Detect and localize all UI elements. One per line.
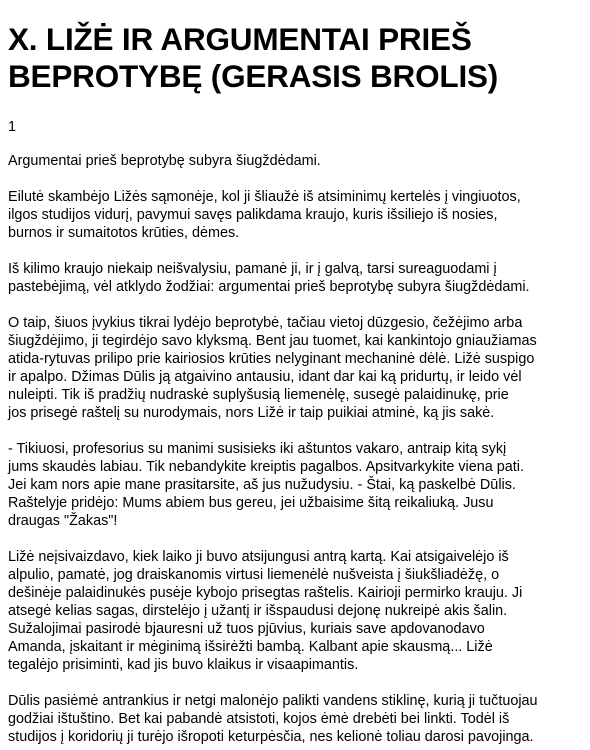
paragraph: O taip, šiuos įvykius tikrai lydėjo beprotybė, tačiau vietoj dūzgesio, čežėjimo arba šiugždėjimo, ji tegirdėjo savo klyksmą. Bent jau tuomet, kai kankintojo gniaužiamas atida-rytuvas prilipo prie kairiosios krūties nelyginant mechaninė dėlė. Ližė suspigo ir apalpo. Džimas Dūlis ją atgaivino antausiu, idant dar kai ką pridurtų, ir leido vėl nuleipti. Tik iš pradžių nudraskė suplyšusią liemenėlę, susegė palaidinukę, prie jos prisegė raštelį su nurodymais, nors Ližė ir taip puikiai atminė, ką jis sakė. [8, 315, 537, 421]
paragraph: Iš kilimo kraujo niekaip neišvalysiu, pamanė ji, ir į galvą, tarsi sureaguodami į pastebėjimą, vėl atklydo žodžiai: argumentai prieš beprotybę subyra šiugždėdami. [8, 261, 530, 295]
paragraph: Argumentai prieš beprotybę subyra šiugždėdami. [8, 153, 321, 169]
section-number: 1 [8, 119, 17, 135]
paragraph: Eilutė skambėjo Ližės sąmonėje, kol ji šliaužė iš atsiminimų kertelės į vingiuotos, ilgos studijos vidurį, pavymui savęs palikdama kraujo, kuris išsiliejo iš nosies, burnos ir sumaitotos krūties, dėmes. [8, 189, 521, 241]
document-page [8, 0, 582, 746]
paragraph: Dūlis pasiėmė antrankius ir netgi malonėjo palikti vandens stiklinę, kurią ji tučtuojau godžiai ištuštino. Bet kai pabandė atsistoti, kojos ėmė drebėti bei linkti. Todėl iš studijos į koridorių ji turėjo išropoti keturpėsčia, nes kelionė toliau darosi pavojinga. [8, 693, 538, 745]
chapter-title: X. LIŽĖ IR ARGUMENTAI PRIEŠ BEPROTYBĘ (GERASIS BROLIS) [8, 21, 499, 94]
paragraph: Ližė neįsivaizdavo, kiek laiko ji buvo atsijungusi antrą kartą. Kai atsigaivelėjo iš alpulio, pamatė, jog draiskanomis virtusi liemenėlė nušveista į šiukšliadėžę, o dešinėje palaidinukės pusėje kybojo prisegtas raštelis. Kairioji permirko krauju. Ji atsegė kelias sagas, dirstelėjo į užantį ir išspaudusi dejonę nukreipė akis šalin. Sužalojimai pasirodė bjauresni už tuos pjūvius, kuriais save apdovanodavo Amanda, įskaitant ir mėginimą išsirėžti bambą. Kalbant apie skausmą... Ližė tegalėjo prisiminti, kad jis buvo klaikus ir visaapimantis. [8, 549, 523, 673]
paragraph: - Tikiuosi, profesorius su manimi susisieks iki aštuntos vakaro, antraip kitą sykį jums skaudės labiau. Tik nebandykite kreiptis pagalbos. Apsitvarkykite viena pati. Jei kam nors apie mane prasitarsite, aš jus nužudysiu. - Štai, ką paskelbė Dūlis. Raštelyje pridėjo: Mums abiem bus gereu, jei užbaisime šitą reikaliuką. Jusu draugas "Žakas"! [8, 441, 524, 529]
